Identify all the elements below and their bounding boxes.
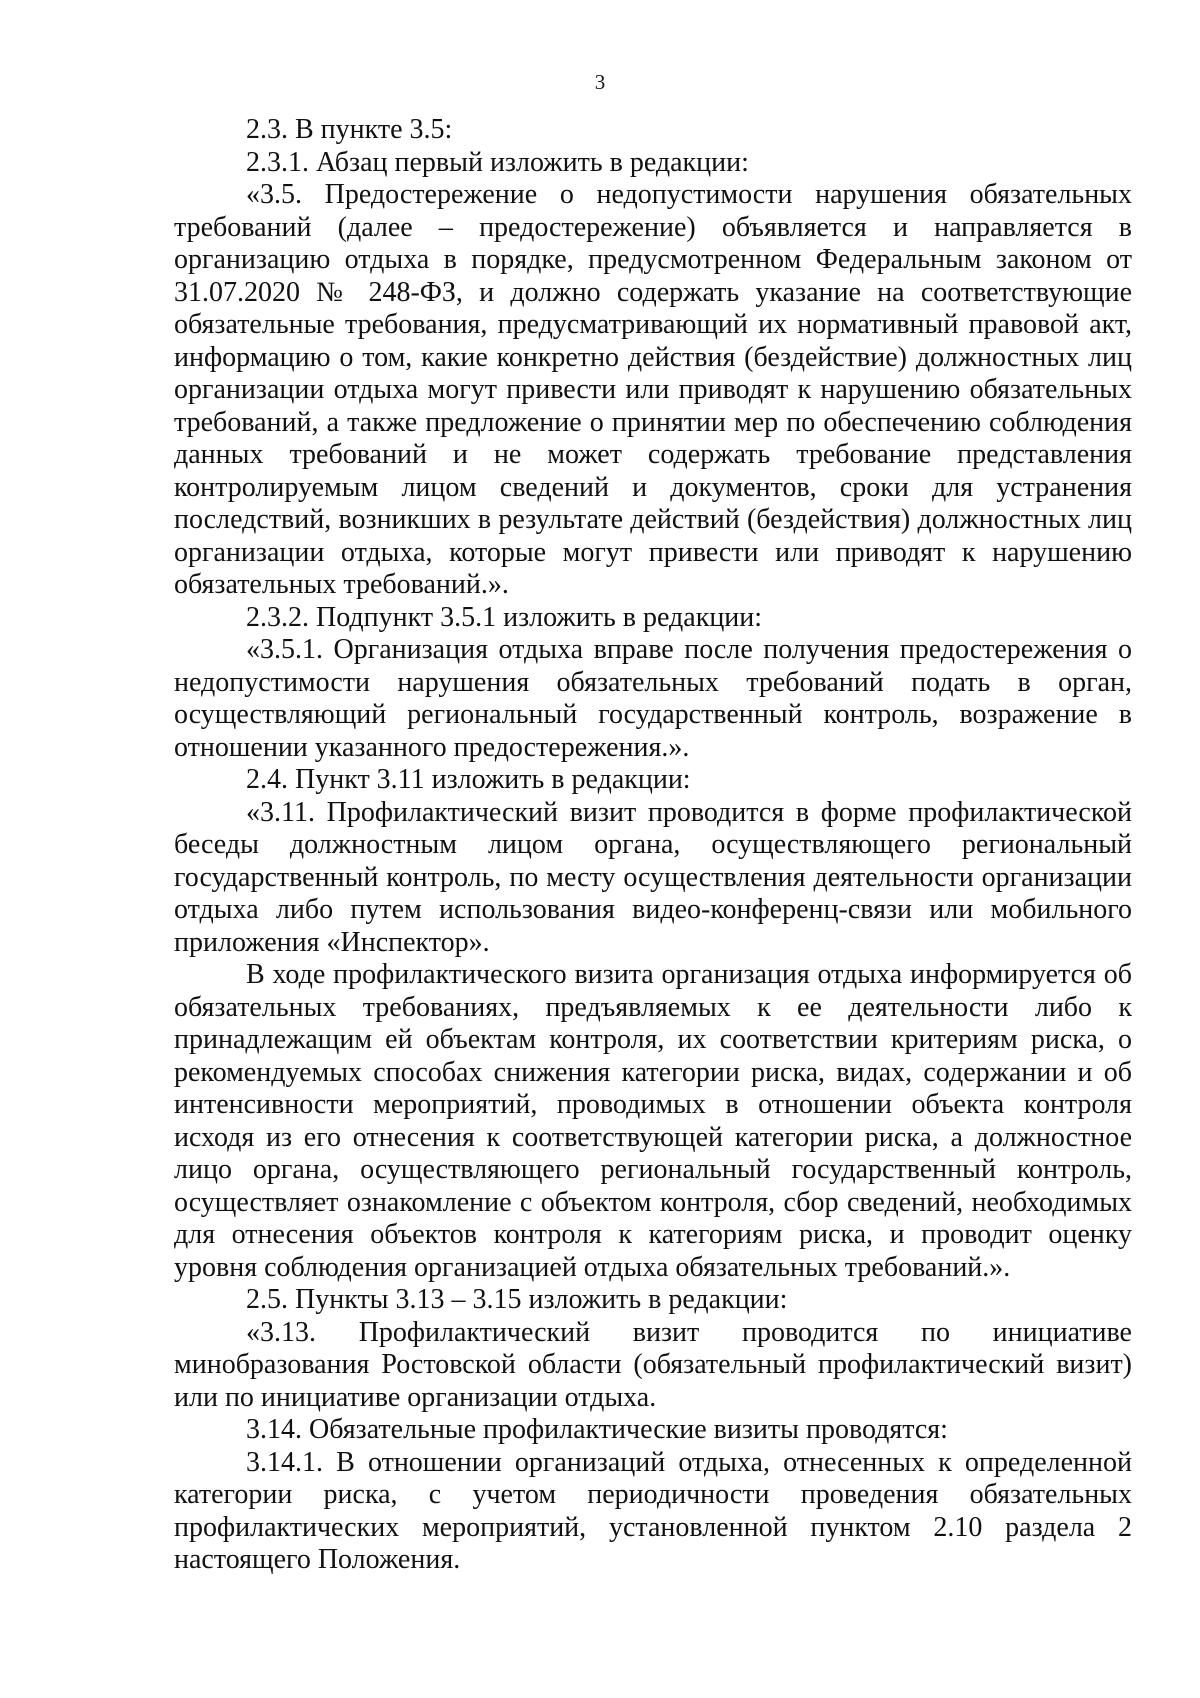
paragraph-quote-3-11: «3.11. Профилактический визит проводится в форме профилактической беседы должностным лицом органа, осуществляющего региональный государственный контроль, по месту осуществления деятельности организации отдыха либо путем использования видео-конференц-связи или мобильного приложения «Инспектор».: [174, 796, 1132, 958]
paragraph-2-3-1: 2.3.1. Абзац первый изложить в редакции:: [246, 146, 749, 178]
paragraph-quote-3-13: «3.13. Профилактический визит проводится по инициативе минобразования Ростовской области (обязательный профилактический визит) или по инициативе организации отдыха.: [174, 1316, 1132, 1413]
document-body: [174, 114, 1132, 1577]
paragraph-3-14: 3.14. Обязательные профилактические визиты проводятся:: [246, 1414, 948, 1445]
paragraph-2-3: 2.3. В пункте 3.5:: [246, 114, 453, 145]
page-number: 3: [594, 70, 606, 94]
paragraph-3-14-1: 3.14.1. В отношении организаций отдыха, отнесенных к определенной категории риска, с учетом периодичности проведения обязательных профилактических мероприятий, установленной пунктом 2.10 раздела 2 настоящего Положения.: [174, 1446, 1132, 1575]
paragraph-quote-3-5: «3.5. Предостережение о недопустимости нарушения обязательных требований (далее – предостережение) объявляется и направляется в организацию отдыха в порядке, предусмотренном Федеральным законом от 31.07.2020 № 248-ФЗ, и должно содержать указание на соответствующие обязательные требования, предусматривающий их нормативный правовой акт, информацию о том, какие конкретно действия (бездействие) должностных лиц организации отдыха могут привести или приводят к нарушению обязательных требований, а также предложение о принятии мер по обеспечению соблюдения данных требований и не может содержать требование представления контролируемым лицом сведений и документов, сроки для устранения последствий, возникших в результате действий (бездействия) должностных лиц организации отдыха, которые могут привести или приводят к нарушению обязательных требований.».: [174, 179, 1132, 600]
paragraph-quote-3-5-1: «3.5.1. Организация отдыха вправе после получения предостережения о недопустимости нарушения обязательных требований подать в орган, осуществляющий региональный государственный контроль, возражение в отношении указанного предостережения.».: [174, 634, 1132, 763]
paragraph-2-3-2: 2.3.2. Подпункт 3.5.1 изложить в редакции:: [246, 601, 763, 633]
paragraph-visit-info: В ходе профилактического визита организация отдыха информируется об обязательных требованиях, предъявляемых к ее деятельности либо к принадлежащим ей объектам контроля, их соответствии критериям риска, о рекомендуемых способах снижения категории риска, видах, содержании и об интенсивности мероприятий, проводимых в отношении объекта контроля исходя из его отнесения к соответствующей категории риска, а должностное лицо органа, осуществляющего региональный государственный контроль, осуществляет ознакомление с объектом контроля, сбор сведений, необходимых для отнесения объектов контроля к категориям риска, и проводит оценку уровня соблюдения организацией отдыха обязательных требований.».: [174, 959, 1132, 1283]
paragraph-2-5: 2.5. Пункты 3.13 – 3.15 изложить в редакции:: [246, 1284, 788, 1315]
paragraph-2-4: 2.4. Пункт 3.11 изложить в редакции:: [246, 764, 691, 795]
